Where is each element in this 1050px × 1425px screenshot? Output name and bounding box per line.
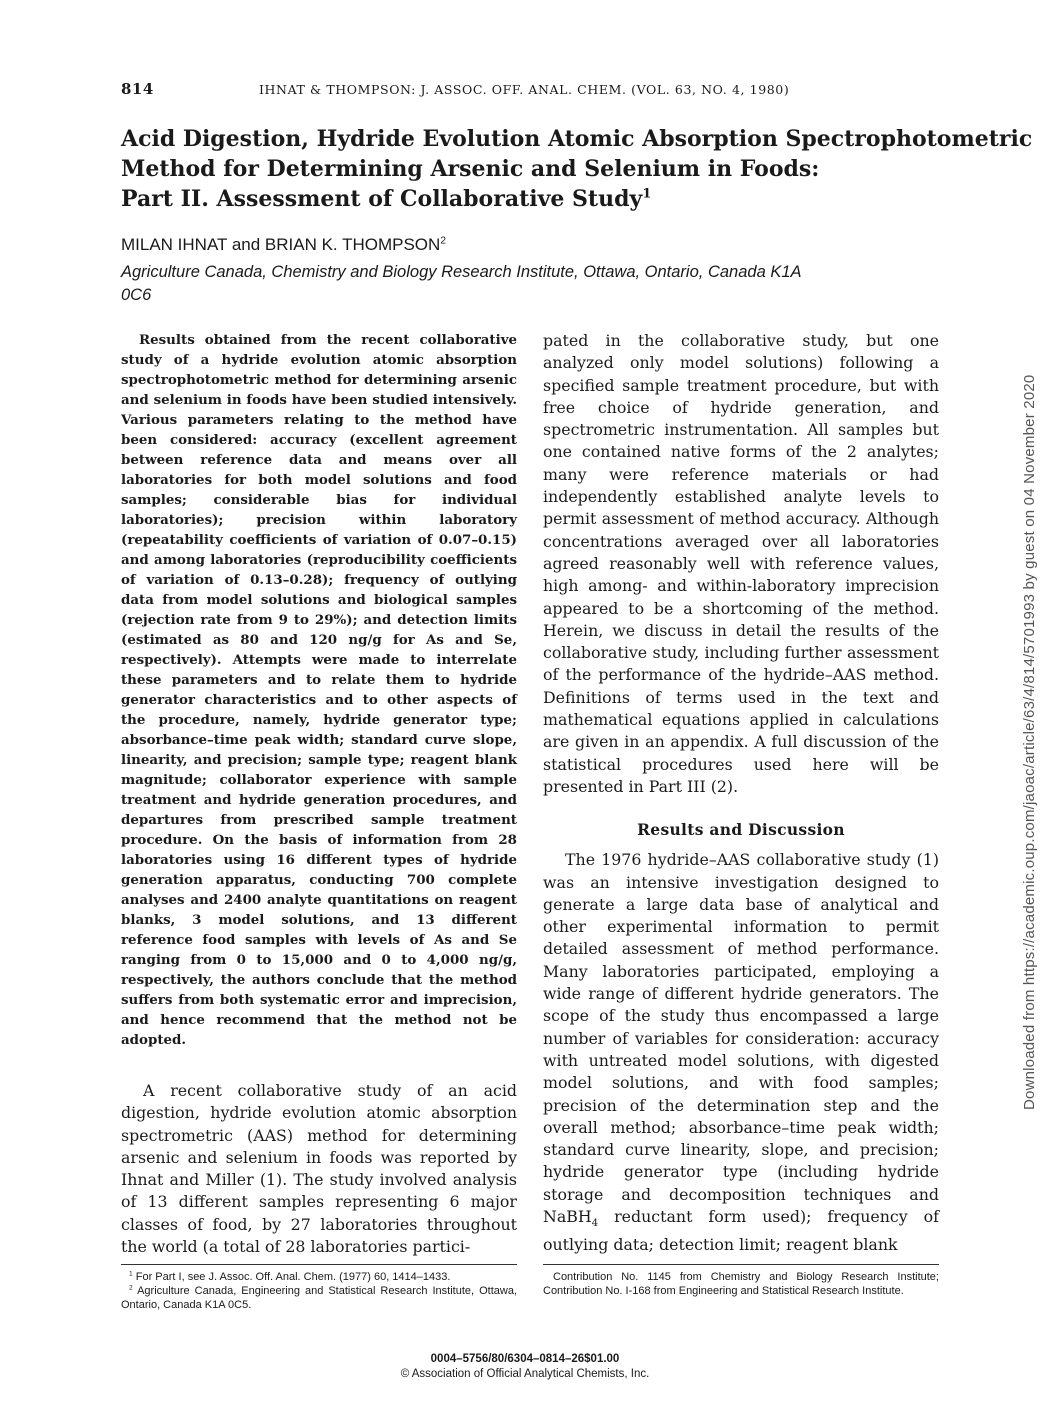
journal-citation: IHNAT & THOMPSON: J. ASSOC. OFF. ANAL. CHEM. (VOL. 63, NO. 4, 1980) xyxy=(259,82,790,97)
footnotes-left xyxy=(121,1270,517,1312)
page-number: 814 xyxy=(121,80,154,98)
footnote-2 xyxy=(121,1284,517,1312)
title-footnote-mark: 1 xyxy=(642,186,652,202)
footnote-right xyxy=(543,1270,939,1298)
footnote-1-text: For Part I, see J. Assoc. Off. Anal. Chem. (1977) 60, 1414–1433. xyxy=(135,1271,451,1283)
abstract: Results obtained from the recent collaborative study of a hydride evolution atomic absorption spectrophotometric method for determining arsenic and selenium in foods have been studied intensively. Various parameters relating to the method have been considered: accuracy (excellent agreement between reference data and means over all laboratories for both model solutions and food samples; considerable bias for individual laboratories); precision within laboratory (repeatability coefficients of variation of 0.07–0.15) and among laboratories (reproducibility coefficients of variation of 0.13–0.28); frequency of outlying data from model solutions and biological samples (rejection rate from 9 to 29%); and detection limits (estimated as 80 and 120 ng/g for As and Se, respectively). Attempts were made to interrelate these parameters and to relate them to hydride generator characteristics and to other aspects of the procedure, namely, hydride generator type; absorbance–time peak width; standard curve slope, linearity, and precision; sample type; reagent blank magnitude; collaborator experience with sample treatment and hydride generation procedures, and departures from prescribed sample treatment procedure. On the basis of information from 28 laboratories using 16 different types of hydride generation apparatus, conducting 700 complete analyses and 2400 analyte quantitations on reagent blanks, 3 model solutions, and 13 different reference food samples with levels of As and Se ranging from 0 to 15,000 and 0 to 4,000 ng/g, respectively, the authors conclude that the method suffers from both systematic error and imprecision, and hence recommend that the method not be adopted. xyxy=(121,332,517,1048)
copyright-block xyxy=(0,1352,1050,1382)
author-names: MILAN IHNAT and BRIAN K. THOMPSON xyxy=(121,235,441,254)
footnote-2-text: Agriculture Canada, Engineering and Statistical Research Institute, Ottawa, Ontario, Canada K1A 0C5. xyxy=(121,1285,517,1311)
footnote-1 xyxy=(121,1270,517,1284)
results-text-b: reductant form used); frequency of outlying data; detection limit; reagent blank xyxy=(543,1206,939,1255)
footnote-rule-right xyxy=(543,1264,939,1265)
title-line-3 xyxy=(121,184,961,214)
footnote-1-mark: 1 xyxy=(129,1270,133,1278)
article-title xyxy=(121,124,1033,214)
contribution-note: Contribution No. 1145 from Chemistry and Biology Research Institute; Contribution No. I-168 from Engineering and Statistical Research Institute. xyxy=(543,1271,939,1297)
title-line-2: Method for Determining Arsenic and Selenium in Foods: xyxy=(121,156,820,182)
price-code: 0004–5756/80/6304–0814–26$01.00 xyxy=(430,1353,620,1365)
results-subscript: 4 xyxy=(591,1217,599,1230)
running-header xyxy=(121,80,941,102)
intro-paragraph-continued: pated in the collaborative study, but one analyzed only model solutions) following a specified sample treatment procedure, but with free choice of hydride generation, and spectrometric instrumentation. All samples but one contained native forms of the 2 analytes; many were reference materials or had independently established analyte levels to permit assessment of method accuracy. Although concentrations averaged over all laboratories agreed reasonably well with reference values, high among- and within-laboratory imprecision appeared to be a shortcoming of the method. Herein, we discuss in detail the results of the collaborative study, including further assessment of the performance of the hydride–AAS method. Definitions of terms used in the text and mathematical equations applied in calculations are given in an appendix. A full discussion of the statistical procedures used here will be presented in Part III (2). xyxy=(543,331,939,796)
results-paragraph xyxy=(543,849,939,1257)
author-footnote-mark: 2 xyxy=(440,235,446,247)
left-column xyxy=(121,330,517,1258)
download-watermark: Downloaded from https://academic.oup.com/jaoac/article/63/4/814/5701993 by guest on 04 November 2020 xyxy=(1021,374,1038,1110)
right-column xyxy=(543,330,939,1257)
author-affiliation: Agriculture Canada, Chemistry and Biology Research Institute, Ottawa, Ontario, Canada K1A 0C6 xyxy=(121,263,801,304)
footnote-rule-left xyxy=(121,1264,517,1265)
copyright-line: © Association of Official Analytical Chemists, Inc. xyxy=(400,1368,650,1380)
footnote-2-mark: 2 xyxy=(129,1284,133,1292)
section-heading: Results and Discussion xyxy=(637,820,845,840)
author-line xyxy=(121,235,941,255)
title-line-3-text: Part II. Assessment of Collaborative Study xyxy=(121,186,643,212)
results-text-a: The 1976 hydride–AAS collaborative study (1) was an intensive investigation designed to generate a large data base of analytical and other experimental information to permit detailed assessment of method performance. Many laboratories participated, employing a wide range of different hydride generators. The scope of the study thus encompassed a large number of variables for consideration: accuracy with untreated model solutions, with digested model solutions, and with food samples; precision of the determination step and the overall method; absorbance–time peak width; standard curve linearity, slope, and precision; hydride generator type (including hydride storage and decomposition techniques and NaBH xyxy=(543,850,939,1226)
intro-paragraph: A recent collaborative study of an acid digestion, hydride evolution atomic absorption spectrometric (AAS) method for determining arsenic and selenium in foods was reported by Ihnat and Miller (1). The study involved analysis of 13 different samples representing 6 major classes of food, by 27 laboratories throughout the world (a total of 28 laboratories partici- xyxy=(121,1081,517,1257)
title-line-1: Acid Digestion, Hydride Evolution Atomic Absorption Spectrophotometric xyxy=(121,126,1033,152)
